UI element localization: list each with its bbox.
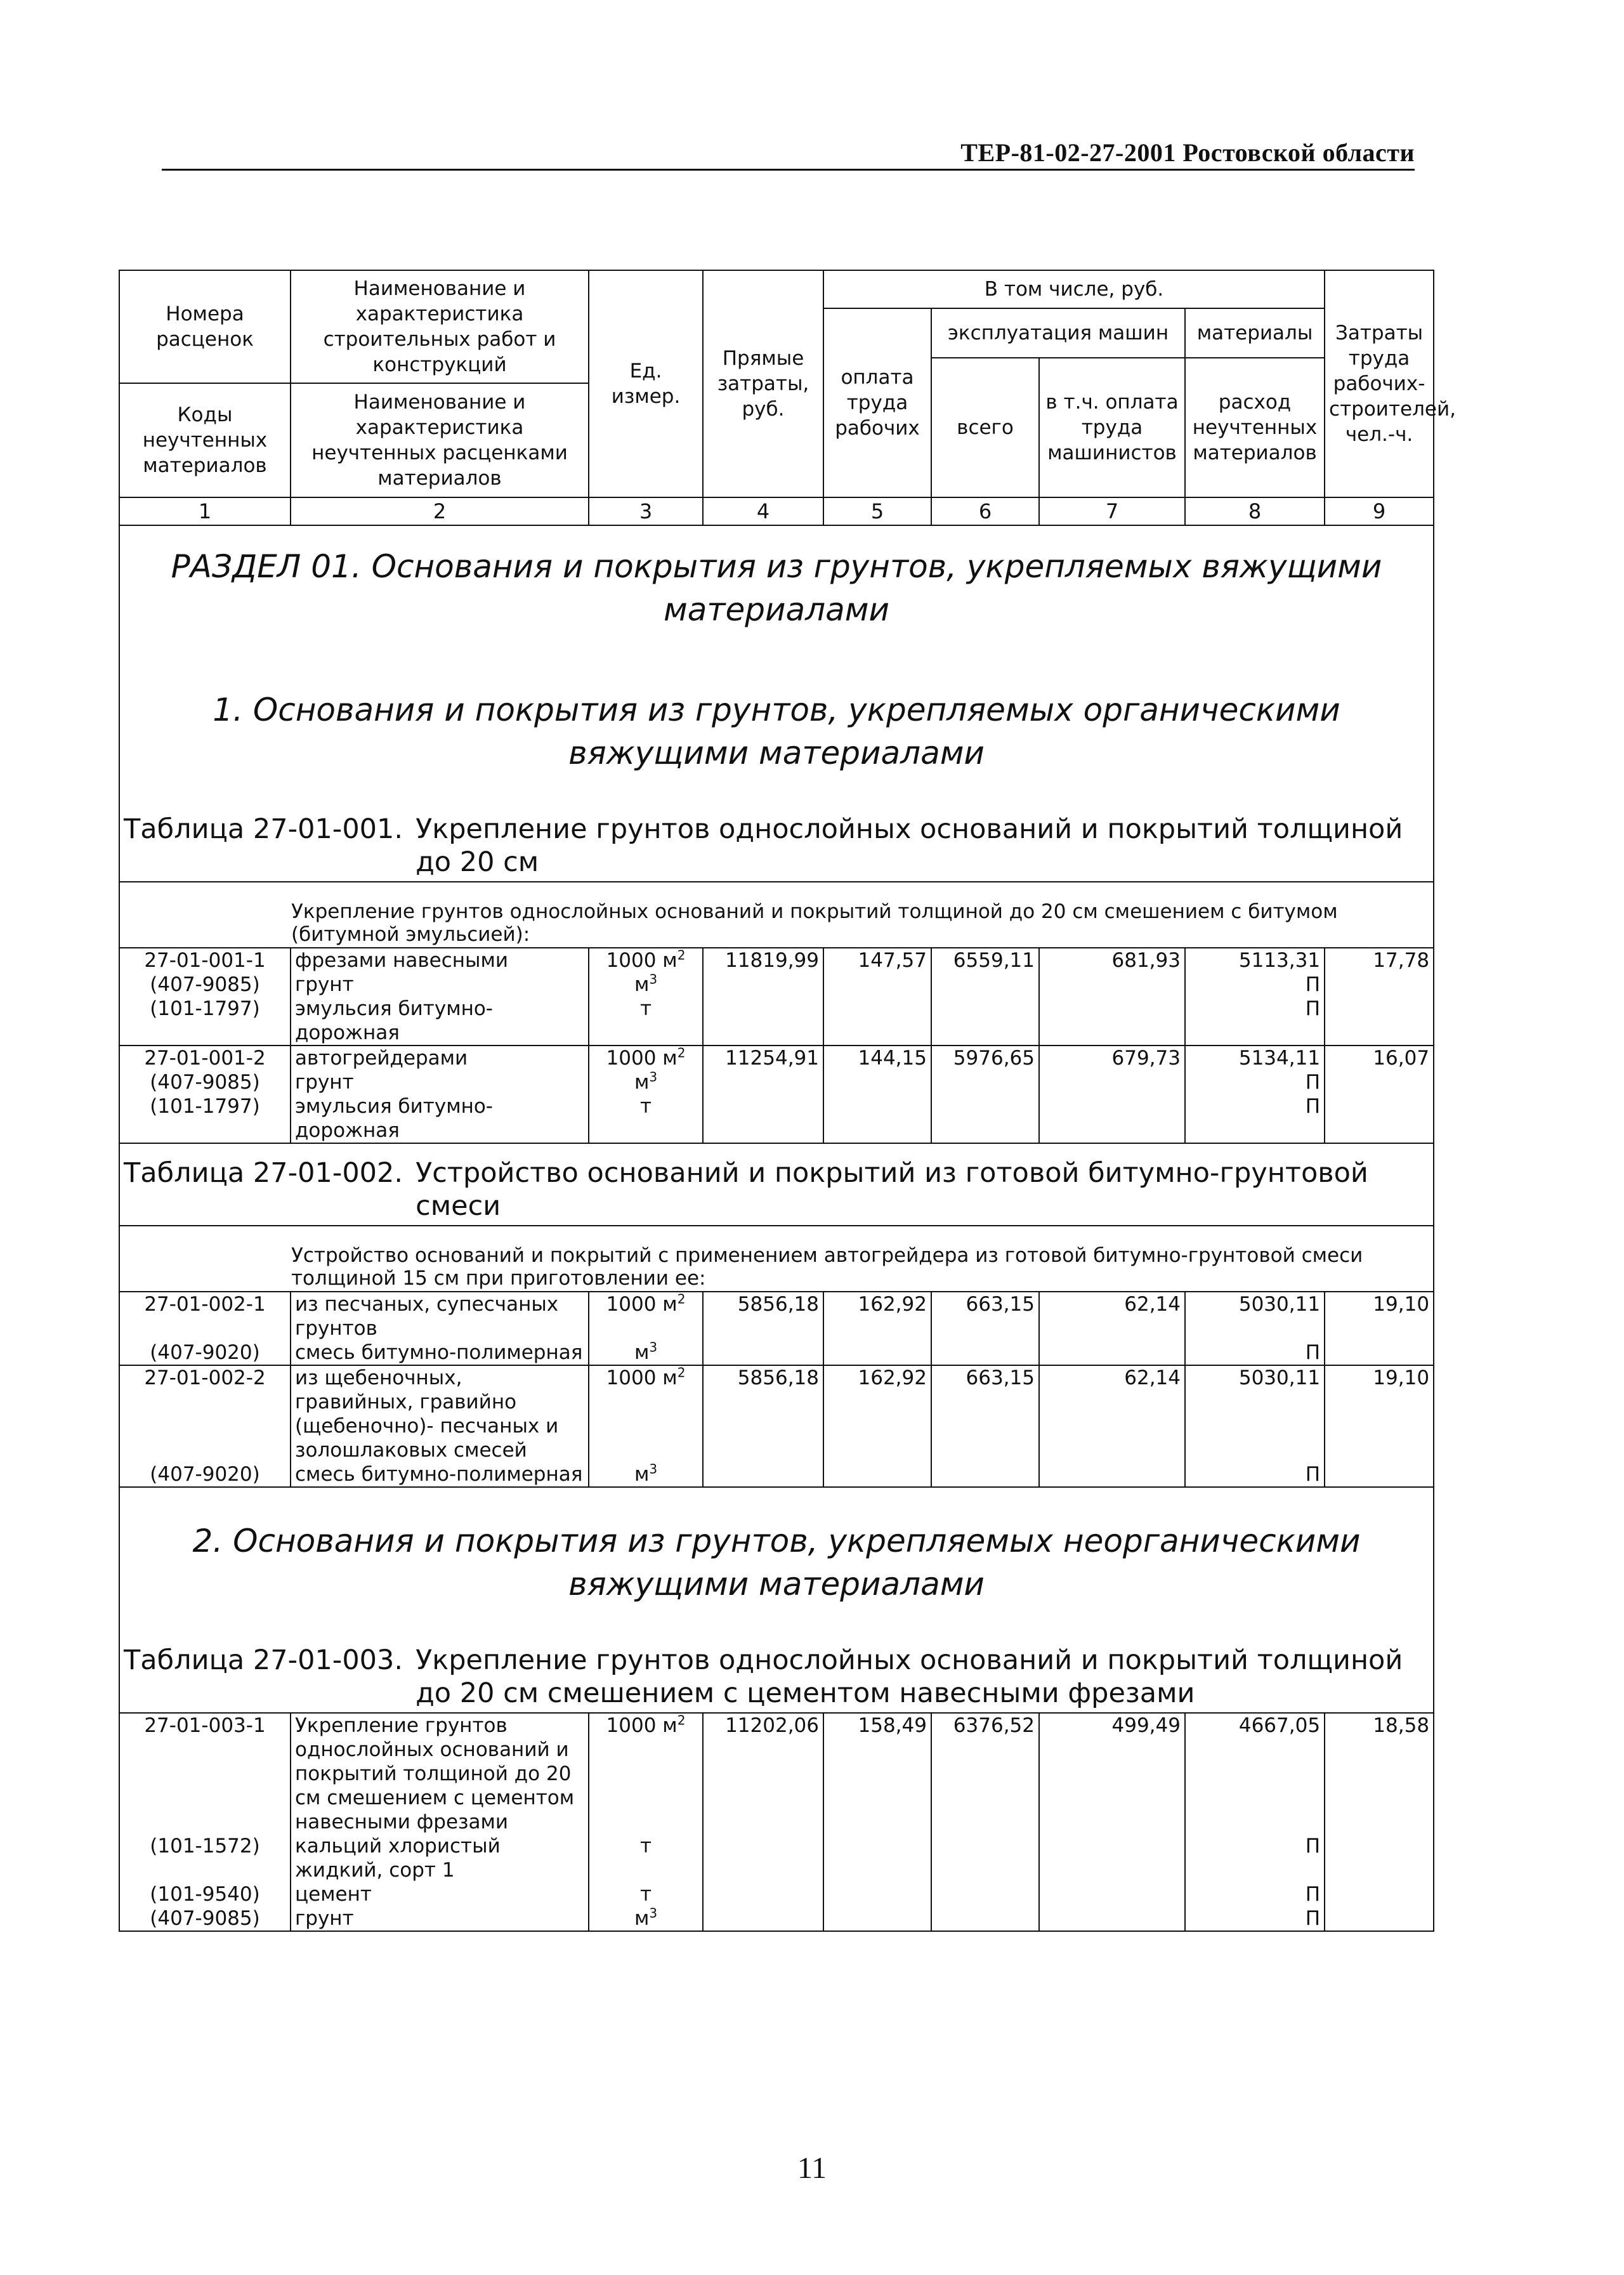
table-row: (407-9020) смесь битумно-полимерная $м^3$ П xyxy=(119,1462,1434,1487)
col3-header: Ед. измер. xyxy=(589,270,703,497)
table-002-title: Таблица 27-01-002. Устройство оснований и покрытий из готовой битумно-грунтовой смеси xyxy=(119,1143,1434,1226)
table-row: (101-1797) эмульсия битумно-дорожная т П xyxy=(119,1094,1434,1143)
running-header xyxy=(162,131,1415,171)
subsection-2-title: 2. Основания и покрытия из грунтов, укрепляемых неорганическими вяжущими материалами xyxy=(119,1487,1434,1631)
col6-header: всего xyxy=(931,358,1039,497)
page-number: 11 xyxy=(797,2151,827,2185)
col8-header: расход неучтенных материалов xyxy=(1185,358,1325,497)
table-003-title: Таблица 27-01-003. Укрепление грунтов однослойных оснований и покрытий толщиной до 20 см смешением с цементом навесными фрезами xyxy=(119,1631,1434,1713)
materials-header: материалы xyxy=(1185,308,1325,358)
col2-header-bottom: Наименование и характеристика неучтенных расценками материалов xyxy=(291,383,589,497)
subsection-1-title: 1. Основания и покрытия из грунтов, укрепляемых органическими вяжущими материалами xyxy=(119,657,1434,800)
table-row: 27-01-003-1 Укрепление грунтов однослойных оснований и покрытий толщиной до 20 см смешением с цементом навесными фрезами 1000 $м^2$ 11202,06 158,49 6376,52 499,49 4667,05 18,58 xyxy=(119,1713,1434,1834)
table-row: 27-01-001-1 фрезами навесными 1000 $м^2$ 11819,99 147,57 6559,11 681,93 5113,31 17,78 xyxy=(119,948,1434,973)
col2-header-top: Наименование и характеристика строительных работ и конструкций xyxy=(291,270,589,383)
table-row: (101-9540) цемент т П xyxy=(119,1882,1434,1906)
col5-header: оплата труда рабочих xyxy=(823,308,931,497)
col7-header: в т.ч. оплата труда машинистов xyxy=(1039,358,1185,497)
table-002-description: Устройство оснований и покрытий с применением автогрейдера из готовой битумно-грунтовой смеси толщиной 15 см при приготовлении ее: xyxy=(119,1226,1434,1292)
table-row: (407-9085) грунт $м^3$ П xyxy=(119,973,1434,997)
table-row: (407-9085) грунт $м^3$ П xyxy=(119,1906,1434,1931)
table-row: (407-9020) смесь битумно-полимерная $м^3$ П xyxy=(119,1341,1434,1365)
table-row: (101-1797) эмульсия битумно-дорожная т П xyxy=(119,997,1434,1046)
table-row: 27-01-002-2 из щебеночных, гравийных, гравийно (щебеночно)- песчаных и золошлаковых смесей 1000 $м^2$ 5856,18 162,92 663,15 62,14 5030,11 19,10 xyxy=(119,1365,1434,1462)
table-row: 27-01-001-2 автогрейдерами 1000 $м^2$ 11254,91 144,15 5976,65 679,73 5134,11 16,07 xyxy=(119,1046,1434,1070)
table-row: (101-1572) кальций хлористый жидкий, сорт 1 т П xyxy=(119,1834,1434,1882)
machines-header: эксплуатация машин xyxy=(931,308,1185,358)
col1-header-top: Номера расценок xyxy=(119,270,291,383)
table-001-description: Укрепление грунтов однослойных оснований и покрытий толщиной до 20 см смешением с битумом (битумной эмульсией): xyxy=(119,882,1434,948)
col4-header: Прямые затраты, руб. xyxy=(703,270,823,497)
col9-header: Затраты труда рабочих-строителей, чел.-ч. xyxy=(1325,270,1434,497)
table-001-title: Таблица 27-01-001. Укрепление грунтов однослойных оснований и покрытий толщиной до 20 см xyxy=(119,800,1434,882)
column-numbers-row: 1 2 3 4 5 6 7 8 9 xyxy=(119,497,1434,525)
document-code: ТЕР-81-02-27-2001 Ростовской области xyxy=(960,138,1415,167)
table-row: (407-9085) грунт $м^3$ П xyxy=(119,1070,1434,1094)
included-header: В том числе, руб. xyxy=(823,270,1325,308)
col1-header-bottom: Коды неучтенных материалов xyxy=(119,383,291,497)
rates-table xyxy=(119,270,1456,1932)
table-row: 27-01-002-1 из песчаных, супесчаных грунтов 1000 $м^2$ 5856,18 162,92 663,15 62,14 5030,11 19,10 xyxy=(119,1292,1434,1341)
section-title: РАЗДЕЛ 01. Основания и покрытия из грунтов, укрепляемых вяжущими материалами xyxy=(119,525,1434,657)
